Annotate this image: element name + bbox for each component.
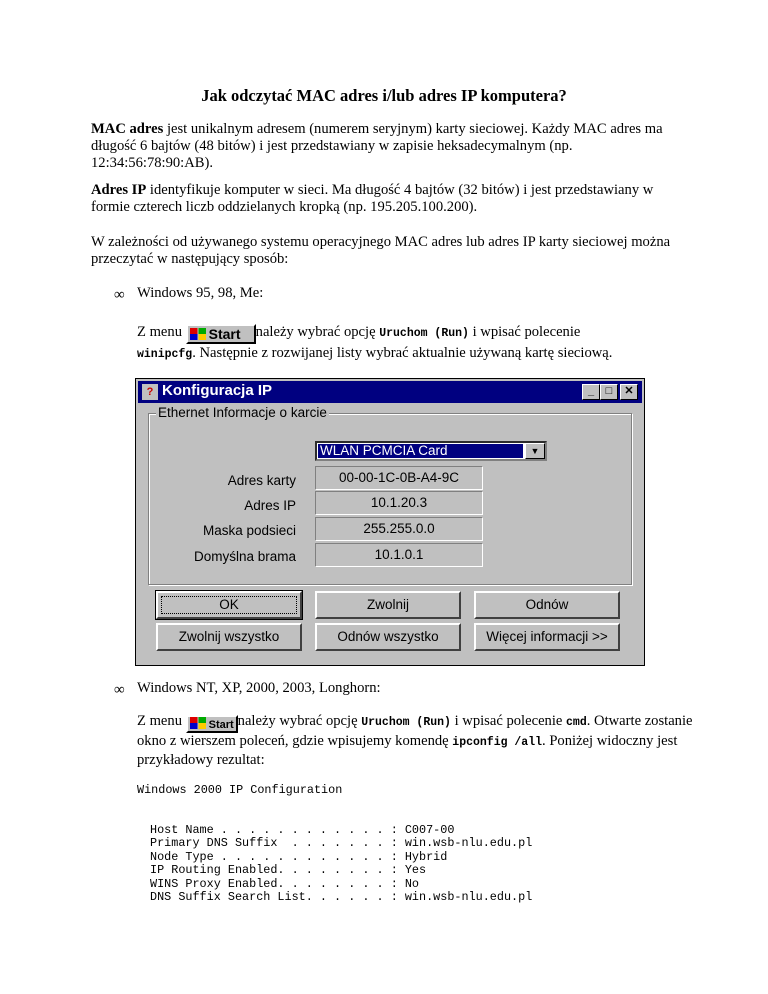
row-label: Adres IP: [244, 498, 296, 513]
text-fragment: Z menu: [137, 713, 186, 729]
ip-paragraph: [91, 182, 691, 216]
mac-paragraph: [91, 121, 691, 172]
run-command: Uruchom (Run): [361, 716, 451, 729]
windows-logo-icon: [190, 717, 206, 729]
close-button[interactable]: ✕: [620, 384, 638, 400]
adapter-select[interactable]: [315, 441, 547, 461]
group-label: Ethernet Informacje o karcie: [158, 405, 327, 420]
text-fragment: . Następnie z rozwijanej listy wybrać aktualnie używaną kartę sieciową.: [192, 345, 613, 361]
text-fragment: . Otwarte zostanie okno z wierszem poleceń, gdzie wpisujemy komendę: [137, 713, 693, 749]
minimize-button[interactable]: _: [582, 384, 600, 400]
bullet-heading-win95: Windows 95, 98, Me:: [137, 285, 264, 301]
chevron-down-icon[interactable]: ▼: [525, 443, 545, 459]
windows-logo-icon: [190, 328, 206, 340]
dialog-titlebar[interactable]: [138, 381, 642, 403]
row-label: Maska podsieci: [202, 523, 296, 538]
more-info-button[interactable]: Więcej informacji >>: [474, 623, 620, 651]
text-fragment: należy wybrać opcję: [237, 713, 362, 729]
gateway-value: 10.1.0.1: [315, 543, 483, 567]
start-label: Start: [208, 719, 234, 731]
bullet-icon: ∞: [114, 682, 125, 698]
release-all-button[interactable]: Zwolnij wszystko: [156, 623, 302, 651]
bullet-icon: ∞: [114, 287, 125, 303]
text-fragment: Z menu: [137, 324, 186, 340]
adapter-selected: WLAN PCMCIA Card: [318, 444, 523, 458]
ip-term: Adres IP: [91, 182, 147, 198]
start-label: Start: [208, 326, 241, 342]
renew-all-button[interactable]: Odnów wszystko: [315, 623, 461, 651]
ip-definition: identyfikuje komputer w sieci. Ma długość 4 bajtów (32 bitów) i jest przedstawiany w formie czterech liczb oddzielanych kropką (np. 195.205.100.200).: [91, 182, 654, 215]
text-fragment: i wpisać polecenie: [450, 713, 567, 729]
renew-button[interactable]: Odnów: [474, 591, 620, 619]
text-fragment: . Poniżej widoczny jest przykładowy rezultat:: [137, 733, 678, 768]
mac-address-value: 00-00-1C-0B-A4-9C: [315, 466, 483, 490]
page-title: Jak odczytać MAC adres i/lub adres IP komputera?: [201, 86, 567, 105]
win95-instructions: [137, 323, 697, 364]
console-output: Host Name . . . . . . . . . . . . : C007-00 Primary DNS Suffix . . . . . . . : win.wsb-nlu.edu.pl Node Type . . . . . . . . . . . . : Hybrid IP Routing Enabled. . . . . . . . : Yes WINS Proxy Enabled. . . . . . . . : No DNS Suffix Search List. . . . . . : win.wsb-nlu.edu.pl: [150, 823, 533, 905]
intro-paragraph: W zależności od używanego systemu operacyjnego MAC adres lub adres IP karty sieciowej można przeczytać w następujący sposób:: [91, 234, 671, 267]
winnt-instructions: [137, 713, 697, 769]
subnet-mask-value: 255.255.0.0: [315, 517, 483, 541]
row-label: Domyślna brama: [193, 549, 296, 564]
bullet-heading-winnt: Windows NT, XP, 2000, 2003, Longhorn:: [137, 680, 381, 696]
mac-term: MAC adres: [91, 121, 164, 137]
dialog-title: Konfiguracja IP: [162, 382, 273, 399]
run-command: Uruchom (Run): [379, 327, 469, 340]
release-button[interactable]: Zwolnij: [315, 591, 461, 619]
ok-button[interactable]: OK: [156, 591, 302, 619]
start-button: [186, 324, 256, 344]
console-header: Windows 2000 IP Configuration: [137, 783, 343, 797]
ip-config-dialog: [135, 378, 645, 666]
ipconfig-command: ipconfig /all: [452, 736, 543, 749]
winipcfg-command: winipcfg: [137, 348, 193, 361]
text-fragment: i wpisać polecenie: [468, 324, 581, 340]
start-button: [186, 715, 238, 733]
ip-address-value: 10.1.20.3: [315, 491, 483, 515]
mac-definition: jest unikalnym adresem (numerem seryjnym) karty sieciowej. Każdy MAC adres ma długość 6 bajtów (48 bitów) i jest przedstawiany w zapisie heksadecymalnym (np. 12:34:56:78:90:AB).: [91, 121, 663, 171]
maximize-button[interactable]: □: [600, 384, 618, 400]
cmd-command: cmd: [566, 716, 587, 729]
network-icon: ?: [142, 384, 158, 400]
text-fragment: należy wybrać opcję: [255, 324, 380, 340]
row-label: Adres karty: [227, 473, 296, 488]
